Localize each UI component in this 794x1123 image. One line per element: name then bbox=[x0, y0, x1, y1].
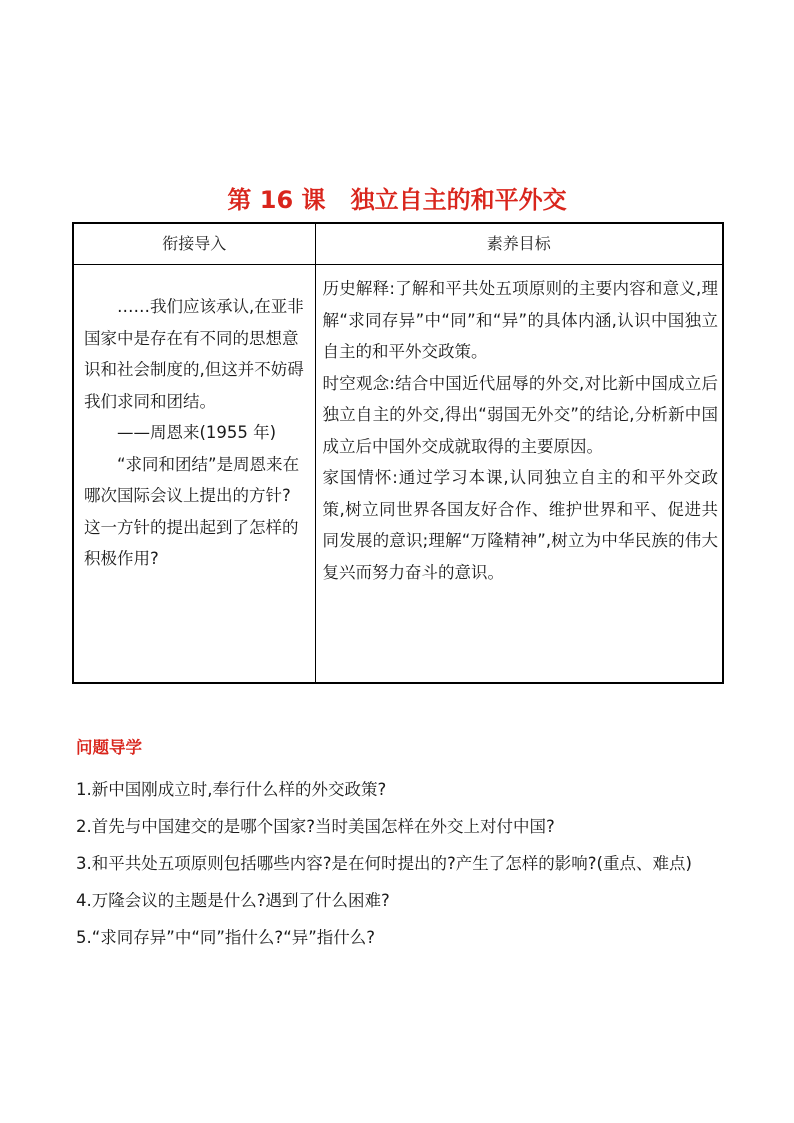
goal-patriotism: 家国情怀:通过学习本课,认同独立自主的和平外交政策,树立同世界各国友好合作、维护世界和平、促进共同发展的意识;理解“万隆精神”,树立为中华民族的伟大复兴而努力奋斗的意识。 bbox=[322, 468, 718, 582]
question-list bbox=[76, 775, 726, 960]
list-item: 3.和平共处五项原则包括哪些内容?是在何时提出的?产生了怎样的影响?(重点、难点) bbox=[76, 854, 692, 873]
goals-cell bbox=[315, 265, 723, 684]
table-header-row bbox=[73, 223, 723, 265]
list-item: 4.万隆会议的主题是什么?遇到了什么困难? bbox=[76, 891, 390, 910]
list-item: 2.首先与中国建交的是哪个国家?当时美国怎样在外交上对付中国? bbox=[76, 817, 555, 836]
section-heading: 问题导学 bbox=[76, 738, 142, 757]
intro-attribution: ——周恩来(1955 年) bbox=[117, 423, 277, 442]
list-item: 5.“求同存异”中“同”指什么?“异”指什么? bbox=[76, 928, 376, 947]
lesson-number: 第 16 课 bbox=[227, 186, 326, 214]
table-body-row bbox=[73, 265, 723, 684]
goal-history: 历史解释:了解和平共处五项原则的主要内容和意义,理解“求同存异”中“同”和“异”的具体内涵,认识中国独立自主的和平外交政策。 bbox=[322, 279, 718, 361]
lesson-title bbox=[0, 183, 794, 217]
intro-question: “求同和团结”是周恩来在哪次国际会议上提出的方针?这一方针的提出起到了怎样的积极作用? bbox=[84, 454, 300, 568]
objectives-table bbox=[72, 222, 724, 684]
intro-cell bbox=[73, 265, 315, 684]
intro-quote: ……我们应该承认,在亚非国家中是存在有不同的思想意识和社会制度的,但这并不妨碍我们求同和团结。 bbox=[84, 297, 304, 411]
header-goals: 素养目标 bbox=[315, 223, 723, 265]
list-item: 1.新中国刚成立时,奉行什么样的外交政策? bbox=[76, 780, 387, 799]
goal-spacetime: 时空观念:结合中国近代屈辱的外交,对比新中国成立后独立自主的外交,得出“弱国无外交”的结论,分析新中国成立后中国外交成就取得的主要原因。 bbox=[322, 373, 718, 456]
header-intro: 衔接导入 bbox=[73, 223, 315, 265]
lesson-name: 独立自主的和平外交 bbox=[350, 186, 567, 214]
